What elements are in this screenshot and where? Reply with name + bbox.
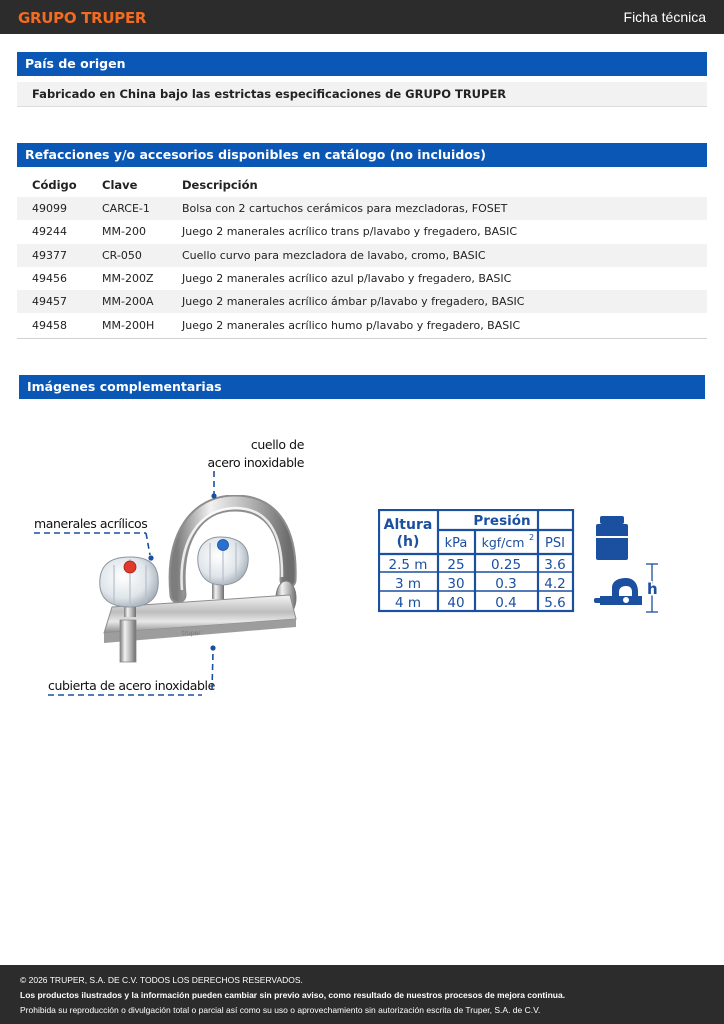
part-code: 49458	[32, 318, 67, 332]
part-description: Juego 2 manerales acrílico ámbar p/lavabo y fregadero, BASIC	[182, 295, 525, 309]
callout-neck-line1: cuello de	[250, 437, 304, 452]
part-code: 49244	[32, 225, 67, 239]
column-header-key: Clave	[102, 178, 138, 192]
part-description: Juego 2 manerales acrílico trans p/lavabo y fregadero, BASIC	[182, 225, 518, 239]
parts-section-title: Refacciones y/o accesorios disponibles en catálogo (no incluidos)	[17, 143, 707, 167]
psi-value: 5.6	[544, 595, 566, 611]
height-value: 4 m	[394, 595, 422, 611]
callout-deck: cubierta de acero inoxidable	[48, 678, 215, 693]
water-tank-icon	[596, 524, 628, 560]
part-key: MM-200	[102, 225, 146, 239]
part-description: Cuello curvo para mezcladora de lavabo, cromo, BASIC	[182, 248, 486, 262]
part-code: 49377	[32, 248, 67, 262]
height-value: 2.5 m	[388, 557, 428, 573]
part-description: Juego 2 manerales acrílico azul p/lavabo y fregadero, BASIC	[182, 272, 512, 286]
truper-logo: GRUPO TRUPER	[18, 9, 147, 27]
kgf-value: 0.25	[490, 557, 522, 573]
kpa-value: 30	[447, 576, 465, 592]
part-key: MM-200H	[102, 318, 155, 332]
unit-psi: PSI	[545, 536, 565, 551]
kgf-value: 0.3	[495, 576, 517, 592]
pressure-table-graphic	[378, 509, 578, 613]
height-header-unit: (h)	[396, 534, 420, 550]
faucet-base-icon	[600, 596, 642, 605]
footer-notice: Los productos ilustrados y la información pueden cambiar sin previo aviso, como resultado de nuestros procesos de mejora continua.	[20, 990, 566, 1000]
footer	[0, 965, 724, 1024]
faucet-icon	[612, 578, 638, 598]
kgf-value: 0.4	[495, 595, 517, 611]
height-label: h	[647, 580, 658, 598]
footer-copyright: © 2026 TRUPER, S.A. DE C.V. TODOS LOS DERECHOS RESERVADOS.	[20, 975, 303, 985]
part-description: Juego 2 manerales acrílico humo p/lavabo y fregadero, BASIC	[182, 318, 521, 332]
callout-neck-line2: acero inoxidable	[207, 455, 304, 470]
origin-text: Fabricado en China bajo las estrictas especificaciones de GRUPO TRUPER	[17, 82, 707, 107]
part-key: MM-200Z	[102, 272, 154, 286]
callout-handles: manerales acrílicos	[34, 516, 148, 531]
footer-prohibition: Prohibida su reproducción o divulgación total o parcial así como su uso o aprovechamiento sin autorización escrita de Truper, S.A. de C.V.	[20, 1005, 541, 1015]
pressure-header: Presión	[473, 513, 531, 529]
unit-kgf-superscript: 2	[529, 533, 535, 542]
height-header: Altura	[383, 517, 433, 533]
brand-engraving: truper	[182, 630, 201, 637]
unit-kpa: kPa	[444, 536, 468, 551]
psi-value: 4.2	[544, 576, 566, 592]
unit-kgf: kgf/cm	[481, 535, 525, 550]
part-key: MM-200A	[102, 295, 154, 309]
column-header-description: Descripción	[182, 178, 258, 192]
kpa-value: 25	[447, 557, 465, 573]
part-code: 49457	[32, 295, 67, 309]
column-header-code: Código	[32, 178, 77, 192]
psi-value: 3.6	[544, 557, 566, 573]
part-code: 49456	[32, 272, 67, 286]
document-type-label: Ficha técnica	[623, 9, 706, 25]
pressure-table	[378, 509, 578, 618]
tank-cap-icon	[600, 516, 624, 524]
kpa-value: 40	[447, 595, 465, 611]
part-key: CR-050	[102, 248, 142, 262]
part-key: CARCE-1	[102, 202, 150, 216]
images-section-title: Imágenes complementarias	[19, 375, 705, 399]
height-value: 3 m	[394, 576, 422, 592]
part-description: Bolsa con 2 cartuchos cerámicos para mezcladoras, FOSET	[182, 202, 508, 216]
origin-section-title: País de origen	[17, 52, 707, 76]
part-code: 49099	[32, 202, 67, 216]
water-tank-height-diagram	[590, 512, 670, 616]
